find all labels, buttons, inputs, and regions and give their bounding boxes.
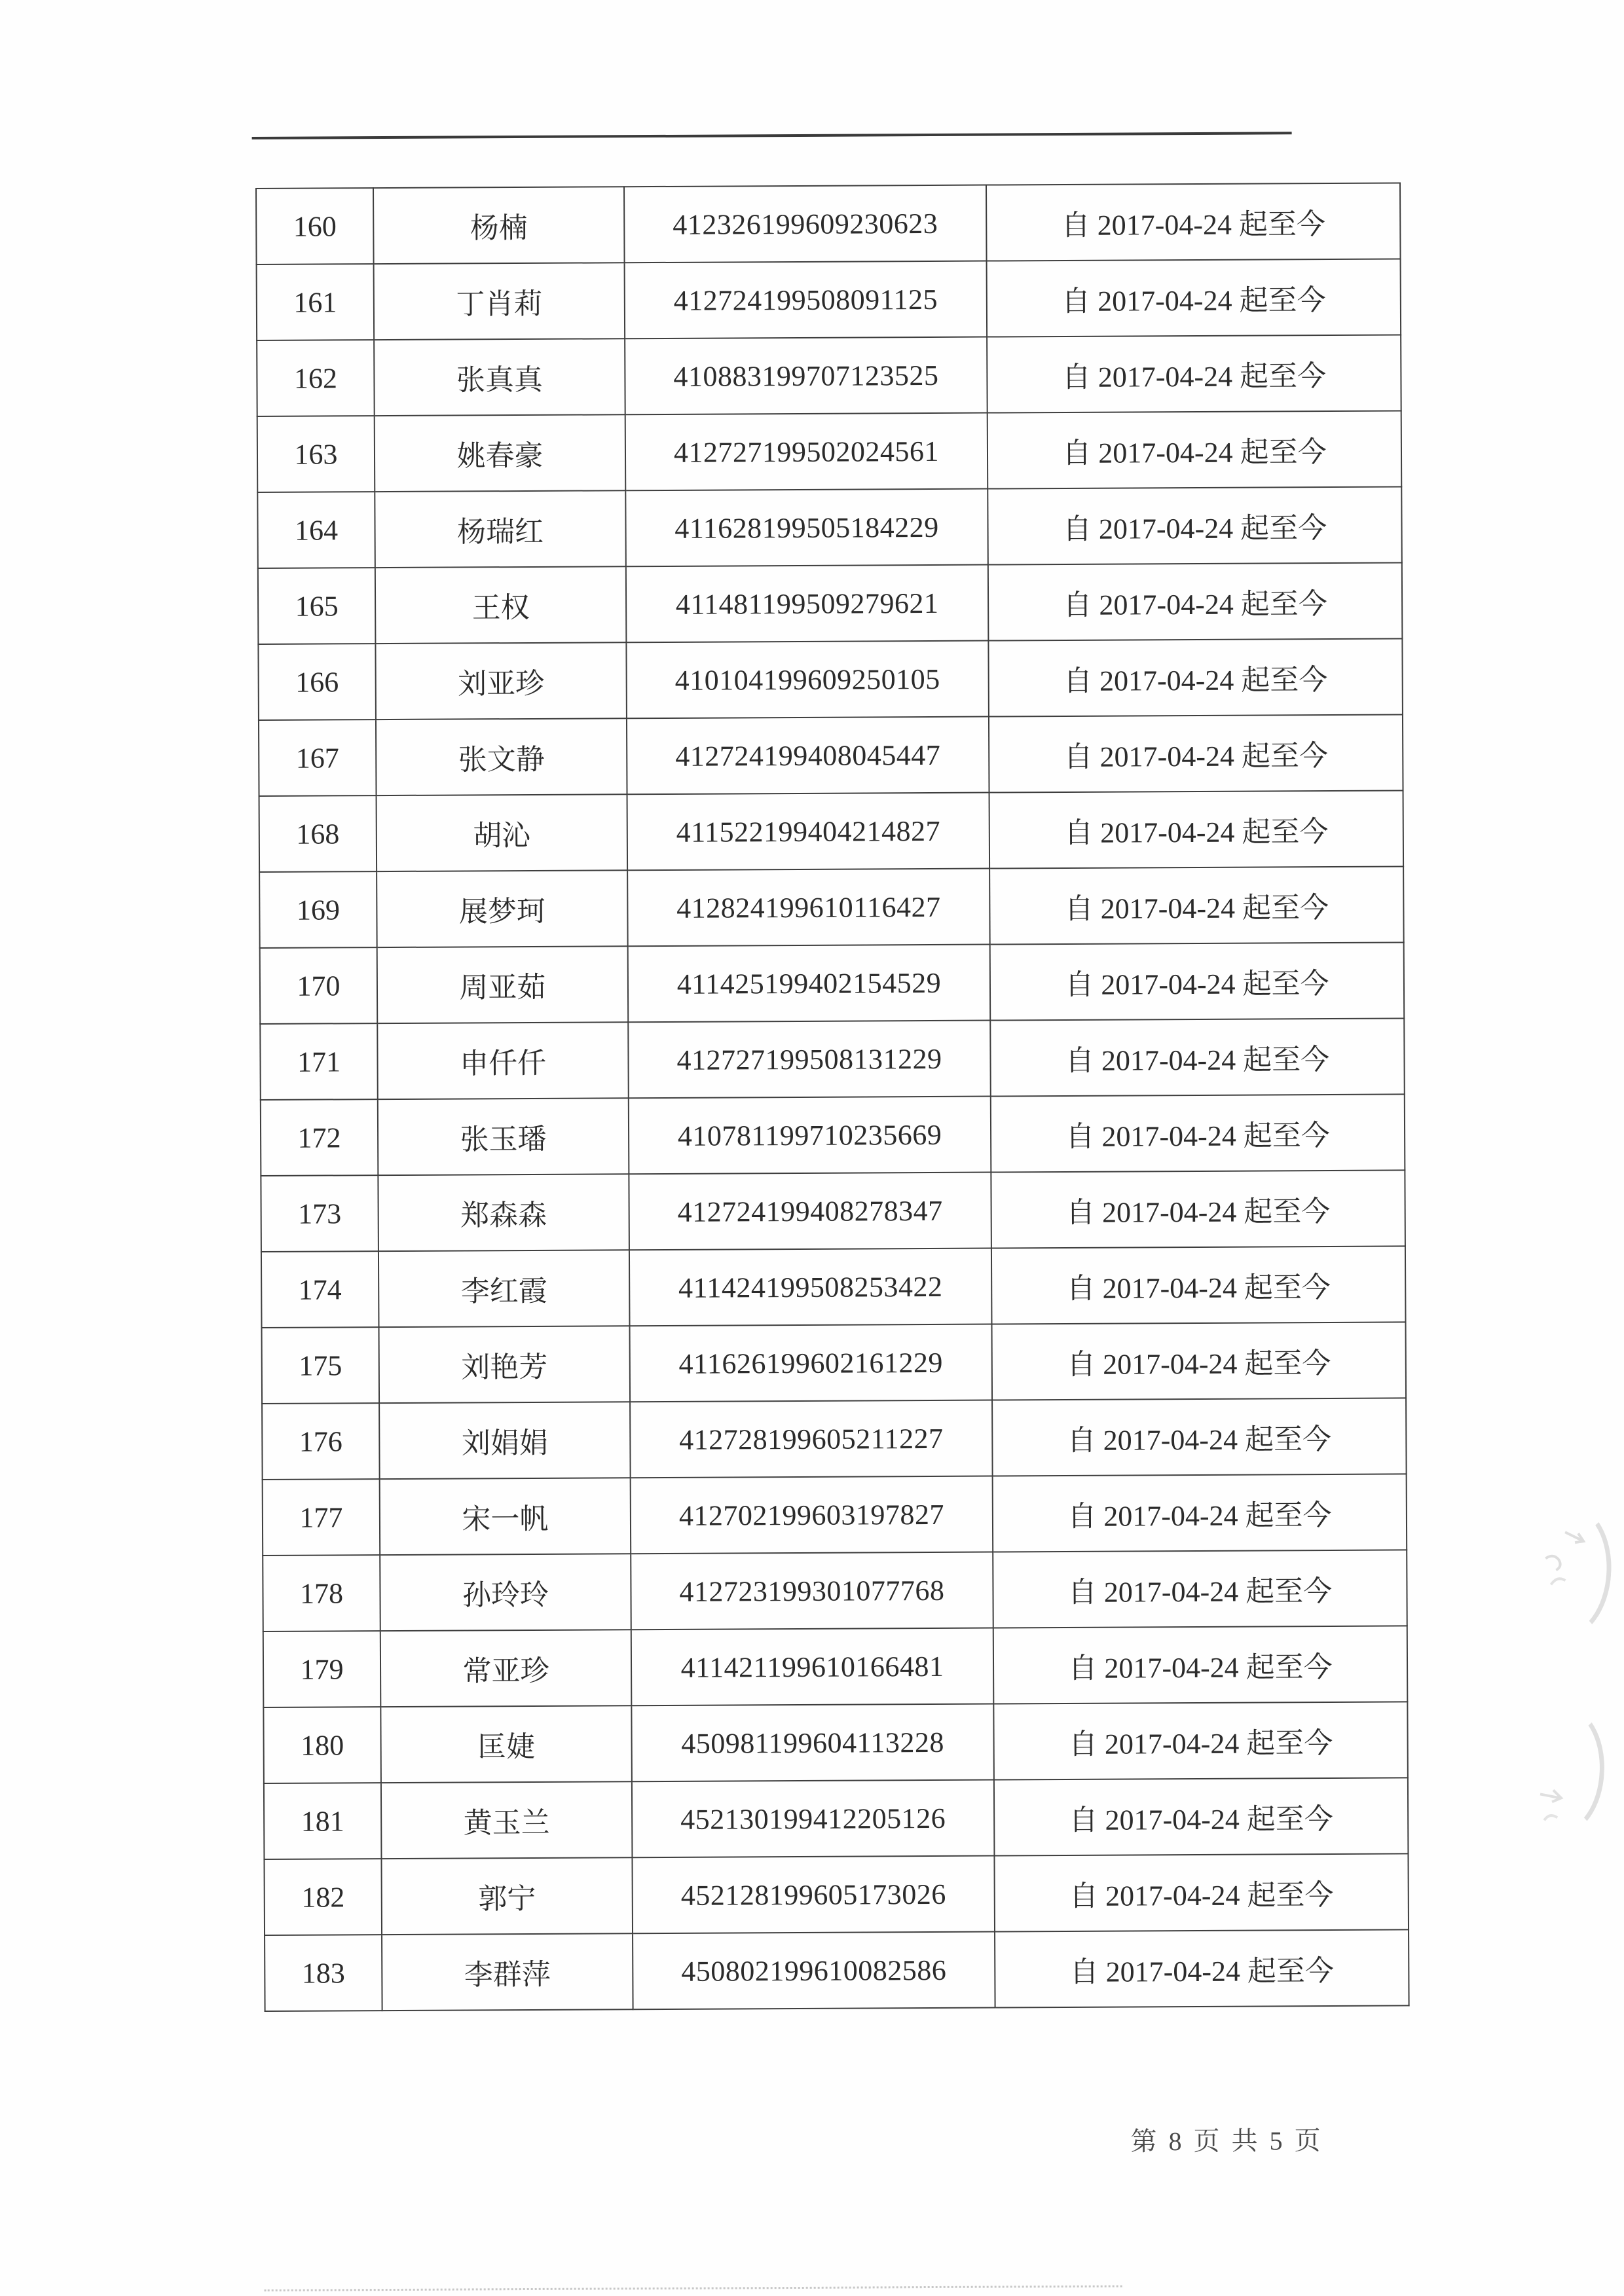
period-cell: 自 2017-04-24 起至今 bbox=[989, 714, 1403, 792]
table-row bbox=[261, 1170, 1405, 1252]
name-cell: 张文静 bbox=[376, 718, 627, 795]
table-row bbox=[259, 790, 1404, 872]
id-cell: 411421199610166481 bbox=[631, 1628, 994, 1706]
serial-cell: 160 bbox=[256, 188, 374, 264]
serial-cell: 168 bbox=[259, 795, 377, 872]
table-row bbox=[259, 714, 1403, 796]
serial-cell: 166 bbox=[258, 644, 376, 720]
name-cell: 胡沁 bbox=[377, 794, 628, 871]
period-cell: 自 2017-04-24 起至今 bbox=[994, 1777, 1409, 1855]
id-cell: 412727199508131229 bbox=[628, 1021, 991, 1099]
table-row bbox=[261, 1094, 1405, 1176]
id-cell: 452128199605173026 bbox=[632, 1856, 995, 1934]
name-cell: 李群萍 bbox=[382, 1933, 633, 2011]
period-cell: 自 2017-04-24 起至今 bbox=[988, 638, 1403, 716]
period-cell: 自 2017-04-24 起至今 bbox=[993, 1702, 1408, 1779]
period-cell: 自 2017-04-24 起至今 bbox=[991, 1170, 1405, 1248]
name-cell: 常亚珍 bbox=[380, 1630, 632, 1707]
page-number-footer: 第 8 页 共 5 页 bbox=[1130, 2126, 1323, 2157]
serial-cell: 178 bbox=[263, 1555, 380, 1631]
scan-edge-artifact bbox=[265, 2286, 1122, 2291]
table-row bbox=[263, 1702, 1408, 1783]
serial-cell: 181 bbox=[264, 1783, 382, 1859]
stamp-squiggle-artifact bbox=[1539, 1519, 1598, 1611]
id-cell: 412723199301077768 bbox=[631, 1552, 993, 1630]
period-cell: 自 2017-04-24 起至今 bbox=[994, 1853, 1409, 1931]
table-row bbox=[263, 1474, 1407, 1556]
period-cell: 自 2017-04-24 起至今 bbox=[987, 335, 1401, 412]
id-cell: 412724199408045447 bbox=[627, 717, 989, 795]
name-cell: 匡婕 bbox=[380, 1705, 632, 1783]
period-cell: 自 2017-04-24 起至今 bbox=[987, 486, 1402, 564]
table-row bbox=[258, 562, 1403, 644]
table-row bbox=[264, 1777, 1409, 1859]
period-cell: 自 2017-04-24 起至今 bbox=[987, 259, 1401, 337]
id-cell: 452130199412205126 bbox=[632, 1780, 995, 1858]
serial-cell: 176 bbox=[262, 1403, 380, 1480]
id-cell: 411425199402154529 bbox=[628, 945, 991, 1023]
period-cell: 自 2017-04-24 起至今 bbox=[991, 1322, 1406, 1400]
id-cell: 411522199404214827 bbox=[627, 793, 990, 871]
serial-cell: 162 bbox=[257, 340, 375, 416]
id-cell: 450802199610082586 bbox=[633, 1932, 995, 2010]
serial-cell: 175 bbox=[262, 1327, 380, 1404]
id-cell: 410781199710235669 bbox=[629, 1097, 991, 1175]
table-row bbox=[260, 942, 1405, 1024]
stamp-squiggle-artifact bbox=[1535, 1755, 1595, 1840]
name-cell: 刘艳芳 bbox=[379, 1326, 631, 1403]
serial-cell: 179 bbox=[263, 1631, 381, 1707]
name-cell: 郑森森 bbox=[378, 1174, 629, 1251]
period-cell: 自 2017-04-24 起至今 bbox=[989, 790, 1404, 868]
serial-cell: 173 bbox=[261, 1175, 378, 1252]
table-row bbox=[257, 335, 1401, 416]
serial-cell: 182 bbox=[264, 1859, 382, 1935]
period-cell: 自 2017-04-24 起至今 bbox=[988, 562, 1403, 640]
period-cell: 自 2017-04-24 起至今 bbox=[993, 1626, 1408, 1704]
table-row bbox=[261, 1246, 1406, 1328]
period-cell: 自 2017-04-24 起至今 bbox=[993, 1550, 1407, 1628]
table-row bbox=[262, 1398, 1407, 1480]
id-cell: 412702199603197827 bbox=[631, 1476, 993, 1554]
serial-cell: 180 bbox=[263, 1707, 381, 1783]
name-cell: 杨楠 bbox=[373, 187, 625, 264]
roster-table-body bbox=[256, 183, 1409, 2011]
period-cell: 自 2017-04-24 起至今 bbox=[987, 410, 1402, 488]
period-cell: 自 2017-04-24 起至今 bbox=[990, 942, 1405, 1020]
table-row bbox=[260, 1018, 1405, 1100]
name-cell: 王权 bbox=[375, 566, 627, 644]
period-cell: 自 2017-04-24 起至今 bbox=[991, 1094, 1405, 1172]
id-cell: 411424199508253422 bbox=[629, 1248, 992, 1326]
table-row bbox=[258, 638, 1403, 720]
serial-cell: 172 bbox=[261, 1099, 378, 1176]
name-cell: 黄玉兰 bbox=[381, 1781, 633, 1859]
name-cell: 申仟仟 bbox=[377, 1022, 629, 1099]
name-cell: 张玉璠 bbox=[378, 1098, 629, 1175]
period-cell: 自 2017-04-24 起至今 bbox=[992, 1398, 1407, 1476]
name-cell: 杨瑞红 bbox=[375, 490, 626, 568]
id-cell: 410883199707123525 bbox=[625, 337, 987, 415]
name-cell: 宋一帆 bbox=[380, 1478, 631, 1555]
table-row bbox=[263, 1626, 1408, 1707]
period-cell: 自 2017-04-24 起至今 bbox=[990, 1018, 1405, 1096]
header-rule bbox=[252, 132, 1292, 139]
id-cell: 412727199502024561 bbox=[625, 413, 988, 491]
serial-cell: 183 bbox=[265, 1935, 382, 2011]
period-cell: 自 2017-04-24 起至今 bbox=[989, 866, 1404, 944]
serial-cell: 163 bbox=[257, 416, 375, 492]
table-row bbox=[259, 866, 1404, 948]
id-cell: 412326199609230623 bbox=[624, 185, 987, 263]
table-row bbox=[257, 259, 1401, 340]
roster-table bbox=[255, 182, 1410, 2012]
id-cell: 412728199605211227 bbox=[630, 1400, 993, 1478]
name-cell: 李红霞 bbox=[378, 1250, 630, 1327]
id-cell: 411628199505184229 bbox=[625, 489, 988, 567]
table-row bbox=[257, 410, 1402, 492]
serial-cell: 167 bbox=[259, 720, 377, 796]
serial-cell: 177 bbox=[263, 1479, 380, 1556]
table-row bbox=[263, 1550, 1407, 1631]
id-cell: 411626199602161229 bbox=[630, 1324, 993, 1402]
table-row bbox=[265, 1929, 1409, 2011]
serial-cell: 164 bbox=[257, 492, 375, 568]
name-cell: 郭宁 bbox=[381, 1857, 633, 1935]
name-cell: 刘娟娟 bbox=[379, 1402, 631, 1479]
serial-cell: 169 bbox=[259, 871, 377, 948]
period-cell: 自 2017-04-24 起至今 bbox=[993, 1474, 1407, 1552]
table-row bbox=[256, 183, 1401, 264]
table-row bbox=[264, 1853, 1409, 1935]
table-row bbox=[257, 486, 1402, 568]
id-cell: 412824199610116427 bbox=[627, 869, 990, 947]
id-cell: 411481199509279621 bbox=[626, 565, 989, 643]
name-cell: 孙玲玲 bbox=[380, 1554, 631, 1631]
name-cell: 丁肖莉 bbox=[374, 263, 625, 340]
name-cell: 周亚茹 bbox=[377, 946, 629, 1023]
serial-cell: 174 bbox=[261, 1251, 379, 1328]
table-row bbox=[262, 1322, 1407, 1404]
name-cell: 姚春豪 bbox=[375, 414, 626, 492]
serial-cell: 170 bbox=[260, 947, 378, 1024]
serial-cell: 171 bbox=[260, 1023, 378, 1100]
id-cell: 450981199604113228 bbox=[631, 1704, 994, 1782]
period-cell: 自 2017-04-24 起至今 bbox=[986, 183, 1401, 261]
serial-cell: 165 bbox=[258, 568, 376, 644]
id-cell: 412724199508091125 bbox=[625, 261, 987, 339]
serial-cell: 161 bbox=[257, 264, 375, 340]
period-cell: 自 2017-04-24 起至今 bbox=[995, 1929, 1409, 2007]
period-cell: 自 2017-04-24 起至今 bbox=[991, 1246, 1406, 1324]
id-cell: 412724199408278347 bbox=[629, 1173, 991, 1250]
name-cell: 刘亚珍 bbox=[375, 642, 627, 720]
name-cell: 展梦珂 bbox=[377, 870, 628, 947]
id-cell: 410104199609250105 bbox=[626, 641, 989, 719]
name-cell: 张真真 bbox=[374, 338, 625, 416]
